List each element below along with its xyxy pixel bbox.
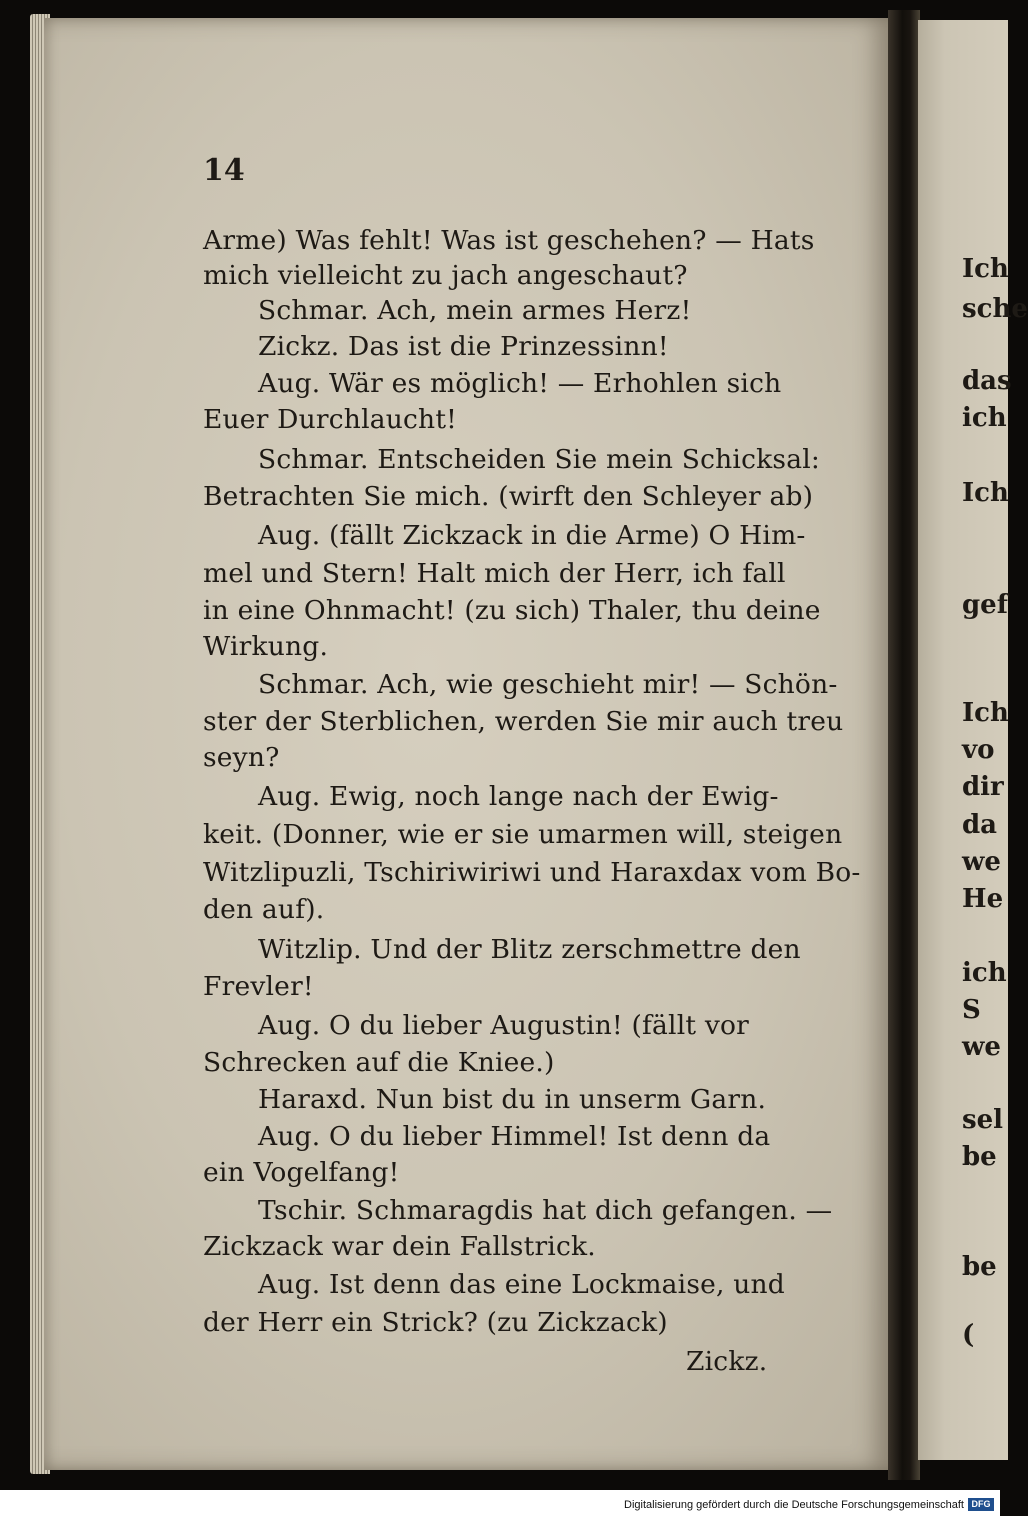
next-page-fragment: das	[962, 366, 1012, 396]
next-page-fragment: ich	[962, 958, 1007, 988]
text-line: ein Vogelfang!	[203, 1157, 400, 1188]
next-page-fragment: we	[962, 847, 1001, 877]
text-line: Aug. (fällt Zickzack in die Arme) O Him-	[258, 520, 806, 551]
text-line: Euer Durchlaucht!	[203, 404, 458, 435]
text-line: in eine Ohnmacht! (zu sich) Thaler, thu deine	[203, 595, 821, 626]
next-page-fragment: be	[962, 1142, 997, 1172]
text-line: Schmar. Ach, mein armes Herz!	[258, 295, 692, 326]
next-page-fragment: da	[962, 810, 998, 840]
next-page-fragment: vo	[962, 735, 995, 765]
text-line: Zickz. Das ist die Prinzessinn!	[258, 331, 669, 362]
text-line: Schmar. Ach, wie geschieht mir! — Schön-	[258, 669, 838, 700]
next-page-fragment: we	[962, 1032, 1001, 1062]
next-page-fragment: dir	[962, 772, 1004, 802]
text-line: ster der Sterblichen, werden Sie mir auch treu	[203, 706, 844, 737]
next-page-fragment: He	[962, 884, 1004, 914]
text-line: Frevler!	[203, 971, 314, 1002]
next-page-fragment: gef	[962, 590, 1008, 620]
next-page-fragment: sel	[962, 1105, 1004, 1135]
next-page-fragment: sche	[962, 294, 1028, 324]
text-line: Schrecken auf die Kniee.)	[203, 1047, 555, 1078]
text-line: Witzlipuzli, Tschiriwiriwi und Haraxdax vom Bo-	[203, 857, 861, 888]
text-line: Aug. Ist denn das eine Lockmaise, und	[258, 1269, 785, 1300]
funding-credit: Digitalisierung gefördert durch die Deutsche Forschungsgemeinschaft	[624, 1499, 964, 1511]
text-line: seyn?	[203, 742, 280, 773]
dfg-logo-icon: DFG	[968, 1498, 994, 1511]
text-line: mel und Stern! Halt mich der Herr, ich fall	[203, 558, 786, 589]
text-line: Betrachten Sie mich. (wirft den Schleyer ab)	[203, 481, 814, 512]
next-page-fragment: Ich	[962, 254, 1009, 284]
catchword: Zickz.	[686, 1346, 768, 1377]
text-line: Aug. Wär es möglich! — Erhohlen sich	[258, 368, 782, 399]
book-gutter	[888, 10, 920, 1480]
text-line: Wirkung.	[203, 631, 329, 662]
next-page-fragment: Ich	[962, 478, 1009, 508]
text-line: Tschir. Schmaragdis hat dich gefangen. —	[258, 1195, 833, 1226]
text-line: Arme) Was fehlt! Was ist geschehen? — Hats	[203, 225, 815, 256]
page-number: 14	[203, 153, 245, 188]
next-page-fragment: be	[962, 1252, 997, 1282]
text-line: Zickzack war dein Fallstrick.	[203, 1231, 596, 1262]
text-line: keit. (Donner, wie er sie umarmen will, steigen	[203, 819, 843, 850]
text-line: Aug. O du lieber Augustin! (fällt vor	[258, 1010, 750, 1041]
text-line: Aug. Ewig, noch lange nach der Ewig-	[258, 781, 779, 812]
text-line: Witzlip. Und der Blitz zerschmettre den	[258, 934, 801, 965]
text-line: der Herr ein Strick? (zu Zickzack)	[203, 1307, 668, 1338]
text-line: den auf).	[203, 894, 325, 925]
next-page-fragment: S	[962, 995, 981, 1025]
text-line: Schmar. Entscheiden Sie mein Schicksal:	[258, 444, 821, 475]
text-line: Aug. O du lieber Himmel! Ist denn da	[258, 1121, 771, 1152]
next-page-fragment: ich	[962, 403, 1007, 433]
next-page-fragment: (	[962, 1320, 975, 1350]
text-line: mich vielleicht zu jach angeschaut?	[203, 260, 688, 291]
next-page-fragment: Ich	[962, 698, 1009, 728]
text-line: Haraxd. Nun bist du in unserm Garn.	[258, 1084, 767, 1115]
